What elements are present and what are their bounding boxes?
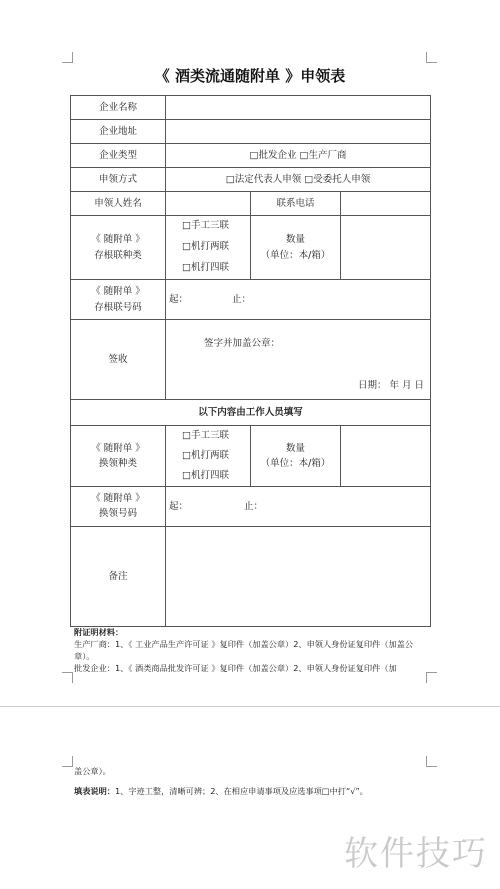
company-address-label: 企业地址	[71, 120, 166, 144]
company-type-label: 企业类型	[71, 144, 166, 168]
exchange-number-label-line2: 换领号码	[98, 508, 137, 520]
contact-phone-field[interactable]	[341, 192, 431, 216]
stub-type-label-line1: 《 随附单 》	[91, 234, 145, 246]
stub-number-field[interactable]	[166, 280, 431, 320]
exchange-to-label: 止：	[244, 500, 264, 512]
watermark-text: 软件技巧	[344, 834, 488, 874]
quantity-text: 数量	[285, 234, 305, 246]
exchange-quantity-field[interactable]	[341, 426, 431, 487]
notes-continued: 盖公章）。	[74, 766, 111, 776]
fill-instructions-label: 填表说明：	[74, 786, 115, 796]
exchange-type-label	[71, 426, 166, 487]
exchange-option-machine-two[interactable]: □机打两联	[182, 449, 229, 461]
option-machine-four[interactable]: □机打四联	[182, 261, 229, 273]
exchange-option-machine-four[interactable]: □机打四联	[182, 469, 229, 481]
stub-number-label-line1: 《 随附单 》	[91, 286, 145, 298]
applicant-name-field[interactable]	[166, 192, 251, 216]
fill-instructions	[74, 786, 430, 798]
attachments-producer: 生产厂商：1、《 工业产品生产许可证 》复印件（加盖公章）2、申领人身份证复印件（加盖公章）。	[74, 638, 414, 661]
company-name-label: 企业名称	[71, 96, 166, 120]
stub-type-label-line2: 存根联种类	[94, 249, 142, 261]
from-label: 起：	[169, 293, 189, 305]
remarks-label: 备注	[71, 526, 166, 626]
apply-method-label: 申领方式	[71, 168, 166, 192]
page-break-line	[0, 706, 500, 707]
staff-section-header: 以下内容由工作人员填写	[71, 400, 431, 426]
exchange-type-label-line2: 换领种类	[98, 457, 137, 469]
sign-stamp-label: 签字并加盖公章：	[204, 338, 281, 349]
crop-mark-bottom-left	[62, 672, 73, 683]
company-name-field[interactable]	[166, 96, 431, 120]
sign-receive-label: 签收	[71, 320, 166, 400]
applicant-name-label: 申领人姓名	[71, 192, 166, 216]
to-label: 止：	[232, 293, 252, 305]
crop-mark-page2-top-left	[62, 756, 73, 767]
attachments-wholesaler: 批发企业：1、《 酒类商品批发许可证 》复印件（加盖公章）2、申领人身份证复印件（加	[74, 662, 397, 673]
exchange-type-options[interactable]	[166, 426, 251, 487]
exchange-from-label: 起：	[169, 500, 189, 512]
company-address-field[interactable]	[166, 120, 431, 144]
quantity-field[interactable]	[341, 216, 431, 280]
form-title: 《 酒类流通随附单 》申领表	[154, 67, 346, 85]
company-type-options[interactable]: □批发企业 □生产厂商	[166, 144, 431, 168]
stub-type-label	[71, 216, 166, 280]
stub-type-options[interactable]	[166, 216, 251, 280]
exchange-quantity-unit: （单位：本/箱）	[260, 457, 331, 469]
crop-mark-top-right	[426, 52, 437, 63]
crop-mark-top-left	[62, 52, 73, 63]
date-label: 日期： 年 月 日	[357, 379, 425, 391]
attachments-notes	[74, 627, 430, 675]
quantity-unit: （单位：本/箱）	[260, 249, 331, 261]
option-manual-three[interactable]: □手工三联	[182, 220, 229, 232]
apply-method-options[interactable]: □法定代表人申领 □受委托人申领	[166, 168, 431, 192]
exchange-quantity-label	[251, 426, 341, 487]
exchange-number-field[interactable]	[166, 486, 431, 526]
quantity-label	[251, 216, 341, 280]
exchange-type-label-line1: 《 随附单 》	[91, 442, 145, 454]
stub-number-label-line2: 存根联号码	[94, 301, 142, 313]
stub-number-label	[71, 280, 166, 320]
exchange-number-label	[71, 486, 166, 526]
exchange-option-manual-three[interactable]: □手工三联	[182, 430, 229, 441]
sign-area[interactable]	[166, 320, 431, 400]
application-form-table	[70, 95, 431, 627]
exchange-number-label-line1: 《 随附单 》	[91, 493, 145, 505]
contact-phone-label: 联系电话	[251, 192, 341, 216]
remarks-field[interactable]	[166, 526, 431, 626]
option-machine-two[interactable]: □机打两联	[182, 241, 229, 253]
attachments-label: 附证明材料：	[74, 627, 124, 637]
fill-instructions-text: 1、字迹工整，清晰可辨；2、在相应申请事项及应选事项□中打“√”。	[114, 786, 368, 796]
exchange-quantity-text: 数量	[285, 442, 305, 454]
